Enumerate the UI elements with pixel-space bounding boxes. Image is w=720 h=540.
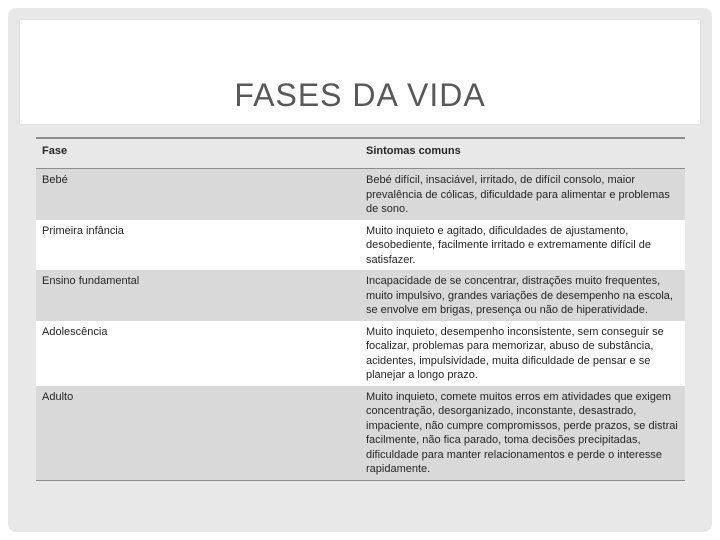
table-row	[36, 321, 685, 386]
cell-fase: Adolescência	[42, 325, 108, 338]
cell-sintomas: Muito inquieto e agitado, dificuldades de ajustamento, desobediente, facilmente irritado e extremamente difícil de satisfazer.	[366, 224, 651, 266]
table-row	[36, 220, 685, 271]
cell-fase: Ensino fundamental	[42, 275, 140, 287]
cell-fase: Adulto	[42, 390, 74, 403]
cell-fase: Bebé	[42, 174, 68, 186]
cell-sintomas: Muito inquieto, desempenho inconsistente, sem conseguir se focalizar, problemas para memorizar, abuso de substância, acidentes, impulsividade, muita dificuldade de pensar e se planejar a longo prazo.	[366, 325, 664, 381]
title-panel	[20, 20, 700, 124]
header-fase: Fase	[42, 145, 68, 157]
cell-sintomas: Muito inquieto, comete muitos erros em atividades que exigem concentração, desorganizado, inconstante, desastrado, impaciente, não cumpre compromissos, perde prazos, se distrai facilmente, não fica parado, toma decisões precipitadas, dificuldade para manter relacionamentos e perde o interesse rapidamente.	[366, 390, 678, 475]
table-header-row	[36, 138, 685, 169]
table-row	[36, 169, 685, 220]
table-header	[36, 138, 685, 169]
phases-table	[36, 137, 685, 481]
slide-title: FASES DA VIDA	[234, 77, 486, 113]
cell-sintomas: Incapacidade de se concentrar, distrações muito frequentes, muito impulsivo, grandes variações de desempenho na escola, se envolve em brigas, presença ou não de hiperatividade.	[366, 275, 673, 316]
cell-sintomas: Bebé difícil, insaciável, irritado, de difícil consolo, maior prevalência de cólicas, dificuldade para alimentar e problemas de sono.	[366, 174, 670, 215]
table-body	[36, 169, 685, 481]
table-row	[36, 270, 685, 321]
cell-fase: Primeira infância	[42, 224, 124, 237]
table-row	[36, 386, 685, 481]
phases-table-container	[36, 137, 685, 481]
header-sintomas: Sintomas comuns	[366, 145, 461, 157]
